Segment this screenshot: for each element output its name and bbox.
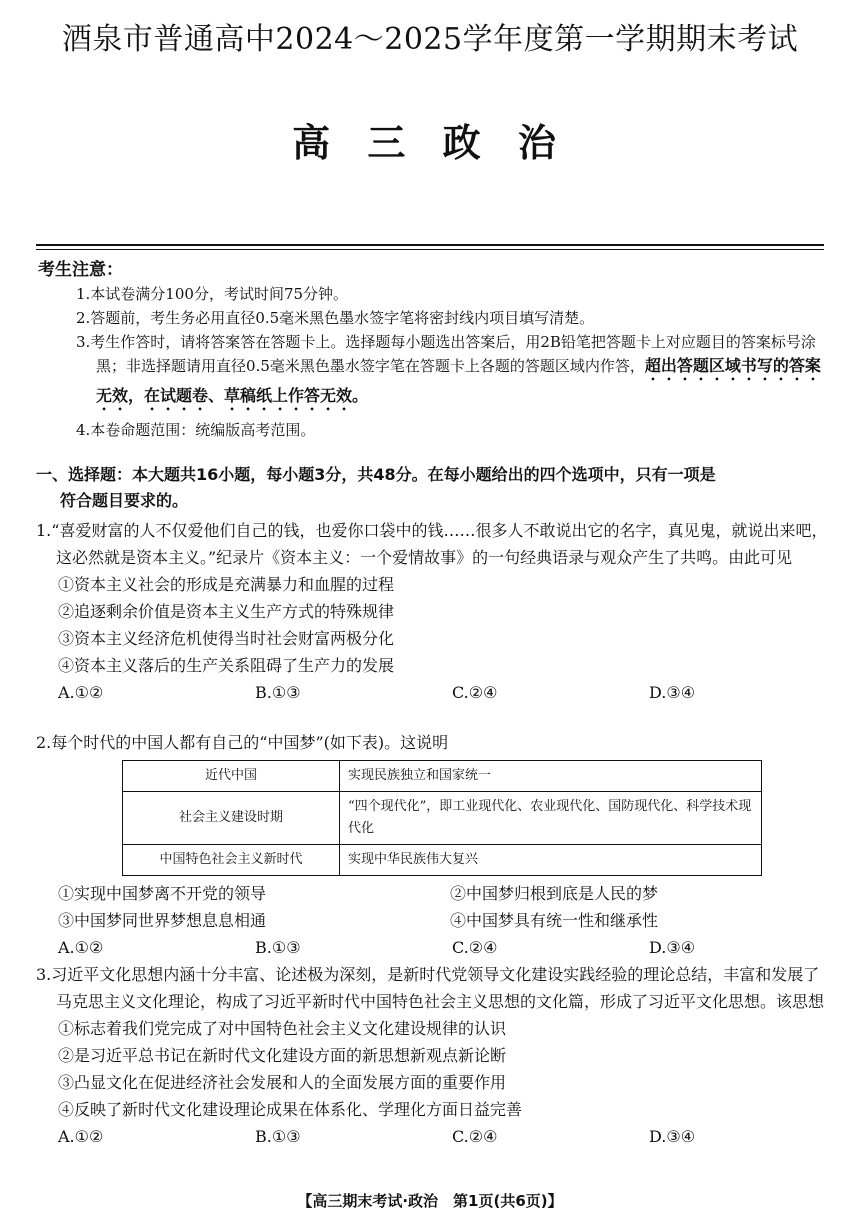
notice-item [38,330,828,414]
notice-item: 2.答题前，考生务必用直径0.5毫米黑色墨水签字笔将密封线内项目填写清楚。 [76,309,595,327]
question-option: ④反映了新时代文化建设理论成果在体系化、学理化方面日益完善 [58,1100,523,1119]
option-row [36,880,828,907]
question-3 [36,961,828,1150]
question-option: ③凸显文化在促进经济社会发展和人的全面发展方面的重要作用 [58,1073,507,1092]
header-divider-thin [36,249,824,250]
choice-c: C.②④ [452,683,498,702]
answer-choices [36,1123,828,1150]
question-option: ①实现中国梦离不开党的领导 [58,884,267,903]
question-option: ②追逐剩余价值是资本主义生产方式的特殊规律 [58,602,395,621]
question-option: ③中国梦同世界梦想息息相通 [58,911,267,930]
question-1 [36,517,828,706]
table-cell: “四个现代化”，即工业现代化、农业现代化、国防现代化、科学技术现代化 [340,792,762,845]
choice-b: B.①③ [255,1127,301,1146]
table-row [123,792,762,845]
answer-choices [36,679,828,706]
section-heading-line: 一、选择题：本大题共16小题，每小题3分，共48分。在每小题给出的四个选项中，只有一项是 [36,465,716,484]
header-divider [36,244,824,246]
china-dream-table [122,760,762,876]
answer-choices [36,934,828,961]
table-cell: 中国特色社会主义新时代 [123,845,340,876]
table-row [123,845,762,876]
question-stem: 2.每个时代的中国人都有自己的“中国梦”(如下表)。这说明 [36,733,449,752]
question-option: ②中国梦归根到底是人民的梦 [450,884,659,903]
notice-emphasis: 超出答题区域书写的答案无效，在试题卷、草稿纸上作答无效。 [96,356,821,405]
question-option: ④资本主义落后的生产关系阻碍了生产力的发展 [58,656,395,675]
choice-b: B.①③ [255,683,301,702]
candidate-notice [38,258,828,442]
question-option: ②是习近平总书记在新时代文化建设方面的新思想新观点新论断 [58,1046,507,1065]
table-cell: 近代中国 [123,761,340,792]
question-option: ①标志着我们党完成了对中国特色社会主义文化建设规律的认识 [58,1019,507,1038]
question-option: ①资本主义社会的形成是充满暴力和血腥的过程 [58,575,395,594]
section-heading [36,462,828,514]
question-stem: 3.习近平文化思想内涵十分丰富、论述极为深刻，是新时代党领导文化建设实践经验的理论总结，丰富和发展了马克思主义文化理论，构成了习近平新时代中国特色社会主义思想的文化篇，形成了习近平文化思想。该思想 [36,965,825,1011]
question-option: ④中国梦具有统一性和继承性 [450,911,659,930]
table-cell: 社会主义建设时期 [123,792,340,845]
question-option: ③资本主义经济危机使得当时社会财富两极分化 [58,629,395,648]
choice-c: C.②④ [452,1127,498,1146]
choice-b: B.①③ [255,938,301,957]
choice-d: D.③④ [649,683,696,702]
question-2 [36,729,828,756]
section-heading-line: 符合题目要求的。 [60,491,189,510]
notice-item-text: 3.考生作答时，请将答案答在答题卡上。选择题每小题选出答案后，用2B铅笔把答题卡上对应题目的答案标号涂黑；非选择题请用直径0.5毫米黑色墨水签字笔在答题卡上各题的答题区域内作答， [76,333,816,375]
exam-title: 酒泉市普通高中2024～2025学年度第一学期期末考试 [61,22,799,57]
choice-a: A.①② [58,683,104,702]
notice-title: 考生注意： [38,260,123,280]
question-2-options [36,880,828,961]
choice-a: A.①② [58,938,104,957]
table-cell: 实现民族独立和国家统一 [340,761,762,792]
notice-item: 4.本卷命题范围：统编版高考范围。 [76,421,316,439]
table-cell: 实现中华民族伟大复兴 [340,845,762,876]
page-footer: 【高三期末考试·政治 第1页(共6页)】 [297,1192,563,1210]
choice-c: C.②④ [452,938,498,957]
table-row [123,761,762,792]
option-row [36,907,828,934]
choice-a: A.①② [58,1127,104,1146]
question-stem: 1.“喜爱财富的人不仅爱他们自己的钱，也爱你口袋中的钱……很多人不敢说出它的名字，真见鬼，就说出来吧，这必然就是资本主义。”纪录片《资本主义：一个爱情故事》的一句经典语录与观众产生了共鸣。由此可见 [36,521,828,567]
subject-title: 高 三 政 治 [292,121,568,165]
choice-d: D.③④ [649,938,696,957]
choice-d: D.③④ [649,1127,696,1146]
notice-item: 1.本试卷满分100分，考试时间75分钟。 [76,285,349,303]
